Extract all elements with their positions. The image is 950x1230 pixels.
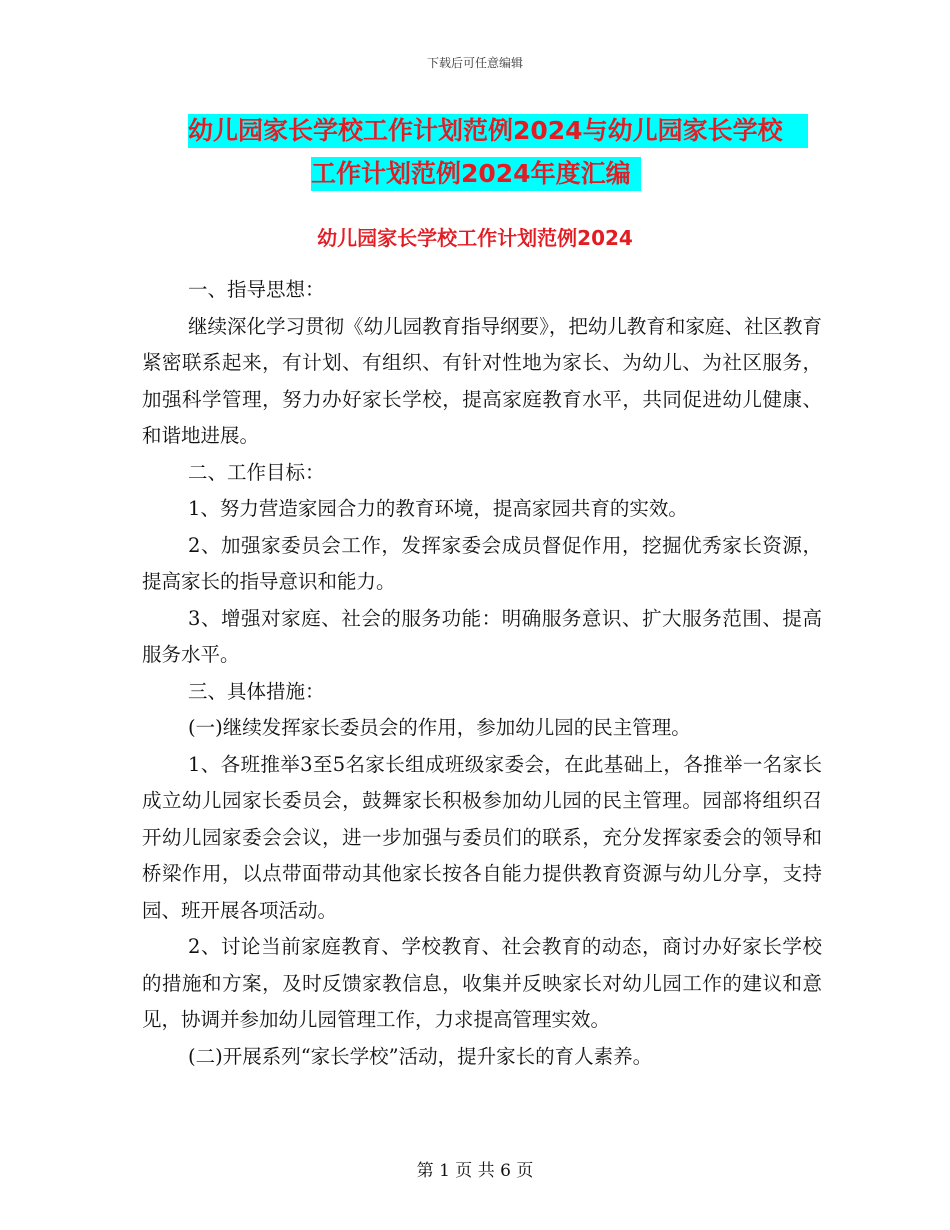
header-note: 下载后可任意编辑 — [426, 56, 523, 70]
document-body — [142, 272, 822, 1075]
subheading-measure-2: (二)开展系列“家长学校”活动，提升家长的育人素养。 — [188, 1044, 653, 1068]
paragraph-measure-1-1: 1、各班推举3至5名家长组成班级家委会，在此基础上，各推举一名家长成立幼儿园家长委员会，鼓舞家长积极参加幼儿园的民主管理。园部将组织召开幼儿园家委会会议，进一步加强与委员们的联系，充分发挥家委会的领导和桥梁作用，以点带面带动其他家长按各自能力提供教育资源与幼儿分享，支持园、班开展各项活动。 — [142, 752, 822, 922]
subheading-measure-1: (一)继续发挥家长委员会的作用，参加幼儿园的民主管理。 — [188, 716, 691, 739]
page-footer: 第 1 页 共 6 页 — [416, 1161, 534, 1181]
paragraph-guiding-ideology: 继续深化学习贯彻《幼儿园教育指导纲要》，把幼儿教育和家庭、社区教育紧密联系起来，有计划、有组织、有针对性地为家长、为幼儿、为社区服务，加强科学管理，努力办好家长学校，提高家庭教育水平，共同促进幼儿健康、和谐地进展。 — [142, 314, 822, 447]
paragraph-goal-1: 1、努力营造家园合力的教育环境，提高家园共育的实效。 — [188, 497, 688, 520]
paragraph-goal-2: 2、加强家委员会工作，发挥家委会成员督促作用，挖掘优秀家长资源，提高家长的指导意识和能力。 — [142, 533, 822, 593]
heading-specific-measures: 三、具体措施： — [188, 679, 325, 703]
section-subtitle: 幼儿园家长学校工作计划范例2024 — [317, 226, 633, 250]
paragraph-goal-3: 3、增强对家庭、社会的服务功能：明确服务意识、扩大服务范围、提高服务水平。 — [142, 606, 822, 666]
heading-guiding-ideology: 一、指导思想： — [188, 278, 325, 301]
heading-work-goals: 二、工作目标： — [188, 460, 325, 484]
document-title-line-1: 幼儿园家长学校工作计划范例2024与幼儿园家长学校 — [188, 114, 808, 148]
document-title-line-2: 工作计划范例2024年度汇编 — [311, 157, 641, 191]
paragraph-measure-1-2: 2、讨论当前家庭教育、学校教育、社会教育的动态，商讨办好家长学校的措施和方案，及时反馈家教信息，收集并反映家长对幼儿园工作的建议和意见，协调并参加幼儿园管理工作，力求提高管理实效。 — [142, 935, 822, 1031]
